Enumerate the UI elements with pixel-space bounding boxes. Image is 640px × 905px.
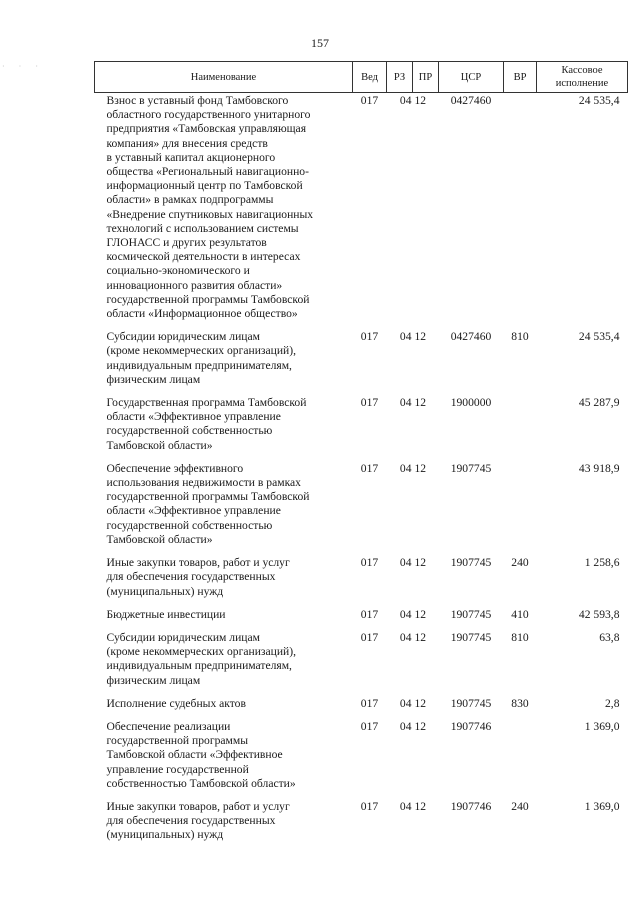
cell-sum: 1 258,6 — [584, 556, 620, 570]
table-row — [95, 93, 628, 330]
cell-vr: 240 — [511, 799, 529, 813]
cell-vr — [504, 93, 537, 330]
cell-pr: 12 — [414, 396, 427, 410]
page-number: 157 — [311, 36, 329, 50]
cell-rz: 04 — [399, 607, 412, 621]
cell-rz: 04 — [399, 396, 412, 410]
cell-pr: 12 — [414, 607, 427, 621]
table-row — [95, 607, 628, 630]
cell-name: Обеспечение эффективного использования недвижимости в рамках государственной программы Тамбовской области «Эффективное управление государственной собственностью Тамбовской области» — [106, 461, 310, 546]
cell-sum: 24 535,4 — [578, 330, 620, 344]
cell-csr: 0427460 — [450, 330, 492, 344]
table-body — [95, 93, 628, 851]
cell-vr: 810 — [511, 630, 529, 644]
cell-name: Бюджетные инвестиции — [106, 607, 226, 621]
cell-ved: 017 — [360, 396, 379, 410]
cell-rz: 04 — [399, 630, 412, 644]
cell-csr: 1907745 — [450, 630, 492, 644]
column-header-vr: ВР — [504, 62, 537, 93]
cell-ved: 017 — [360, 696, 379, 710]
cell-rz: 04 — [399, 799, 412, 813]
column-header-name: Наименование — [95, 62, 353, 93]
cell-name: Иные закупки товаров, работ и услуг для обеспечения государственных (муниципальных) нужд — [106, 556, 290, 598]
table-row — [95, 555, 628, 607]
cell-name: Субсидии юридическим лицам (кроме некоммерческих организаций), индивидуальным предпринимателям, физическим лицам — [106, 630, 296, 687]
cell-name: Взнос в уставный фонд Тамбовского областного государственного унитарного предприятия «Тамбовская управляющая компания» для внесения средств в уставный капитал акционерного общества «Региональный навигационно- информационный центр по Тамбовской области» в рамках подпрограммы «Внедрение спутниковых навигационных технологий с использованием системы ГЛОНАСС и других результатов космической деятельности в интересах социально-экономического и инновационного развития области» государственной программы Тамбовской области «Информационное общество» — [106, 94, 314, 321]
table-row — [95, 630, 628, 696]
cell-csr: 1907745 — [450, 461, 492, 475]
margin-scan-marks: · · · — [2, 62, 44, 71]
cell-csr: 0427460 — [450, 94, 492, 107]
cell-ved: 017 — [360, 607, 379, 621]
cell-ved: 017 — [360, 94, 379, 107]
cell-name: Исполнение судебных актов — [106, 696, 246, 710]
cell-name: Субсидии юридическим лицам (кроме некоммерческих организаций), индивидуальным предпринимателям, физическим лицам — [106, 330, 296, 386]
cell-pr: 12 — [414, 556, 427, 570]
cell-vr: 830 — [511, 696, 529, 710]
cell-sum: 1 369,0 — [584, 719, 620, 733]
cell-rz: 04 — [399, 696, 412, 710]
column-header-csr: ЦСР — [439, 62, 504, 93]
cell-vr — [504, 461, 537, 555]
table-row — [95, 799, 628, 851]
cell-vr — [504, 719, 537, 799]
column-header-pr: ПР — [413, 62, 439, 93]
cell-rz: 04 — [399, 719, 412, 733]
cell-vr — [504, 395, 537, 461]
cell-csr: 1907746 — [450, 719, 492, 733]
cell-name: Иные закупки товаров, работ и услуг для обеспечения государственных (муниципальных) нужд — [106, 799, 290, 842]
cell-csr: 1907746 — [450, 799, 492, 813]
cell-pr: 12 — [414, 799, 427, 813]
cell-pr: 12 — [414, 630, 427, 644]
cell-csr: 1907745 — [450, 556, 492, 570]
cell-sum: 24 535,4 — [578, 94, 620, 107]
table-row — [95, 395, 628, 461]
cell-vr: 810 — [511, 330, 529, 344]
cell-sum: 45 287,9 — [578, 396, 620, 410]
cell-ved: 017 — [360, 719, 379, 733]
cell-pr: 12 — [414, 94, 427, 107]
cell-rz: 04 — [399, 94, 412, 107]
cell-csr: 1900000 — [450, 396, 492, 410]
cell-csr: 1907745 — [450, 607, 492, 621]
cell-name: Обеспечение реализации государственной программы Тамбовской области «Эффективное управление государственной собственностью Тамбовской области» — [106, 719, 296, 790]
cell-sum: 63,8 — [599, 630, 620, 644]
cell-sum: 1 369,0 — [584, 799, 620, 813]
cell-name: Государственная программа Тамбовской области «Эффективное управление государственной собственностью Тамбовской области» — [106, 396, 307, 452]
cell-csr: 1907745 — [450, 696, 492, 710]
column-header-sum: Кассовое исполнение — [537, 62, 628, 93]
budget-table — [94, 61, 628, 851]
column-header-rz: РЗ — [387, 62, 413, 93]
cell-ved: 017 — [360, 799, 379, 813]
cell-ved: 017 — [360, 461, 379, 475]
cell-pr: 12 — [414, 696, 427, 710]
cell-pr: 12 — [414, 330, 427, 344]
cell-vr: 410 — [511, 607, 529, 621]
cell-sum: 42 593,8 — [578, 607, 620, 621]
cell-ved: 017 — [360, 330, 379, 344]
cell-rz: 04 — [399, 330, 412, 344]
cell-rz: 04 — [399, 461, 412, 475]
cell-pr: 12 — [414, 461, 427, 475]
cell-ved: 017 — [360, 630, 379, 644]
cell-ved: 017 — [360, 556, 379, 570]
cell-pr: 12 — [414, 719, 427, 733]
table-row — [95, 329, 628, 395]
cell-vr: 240 — [511, 556, 529, 570]
table-header-row — [95, 62, 628, 93]
cell-sum: 2,8 — [605, 696, 620, 710]
table-row — [95, 696, 628, 719]
column-header-ved: Вед — [353, 62, 387, 93]
table-row — [95, 719, 628, 799]
table-row — [95, 461, 628, 555]
cell-sum: 43 918,9 — [578, 461, 620, 475]
cell-rz: 04 — [399, 556, 412, 570]
